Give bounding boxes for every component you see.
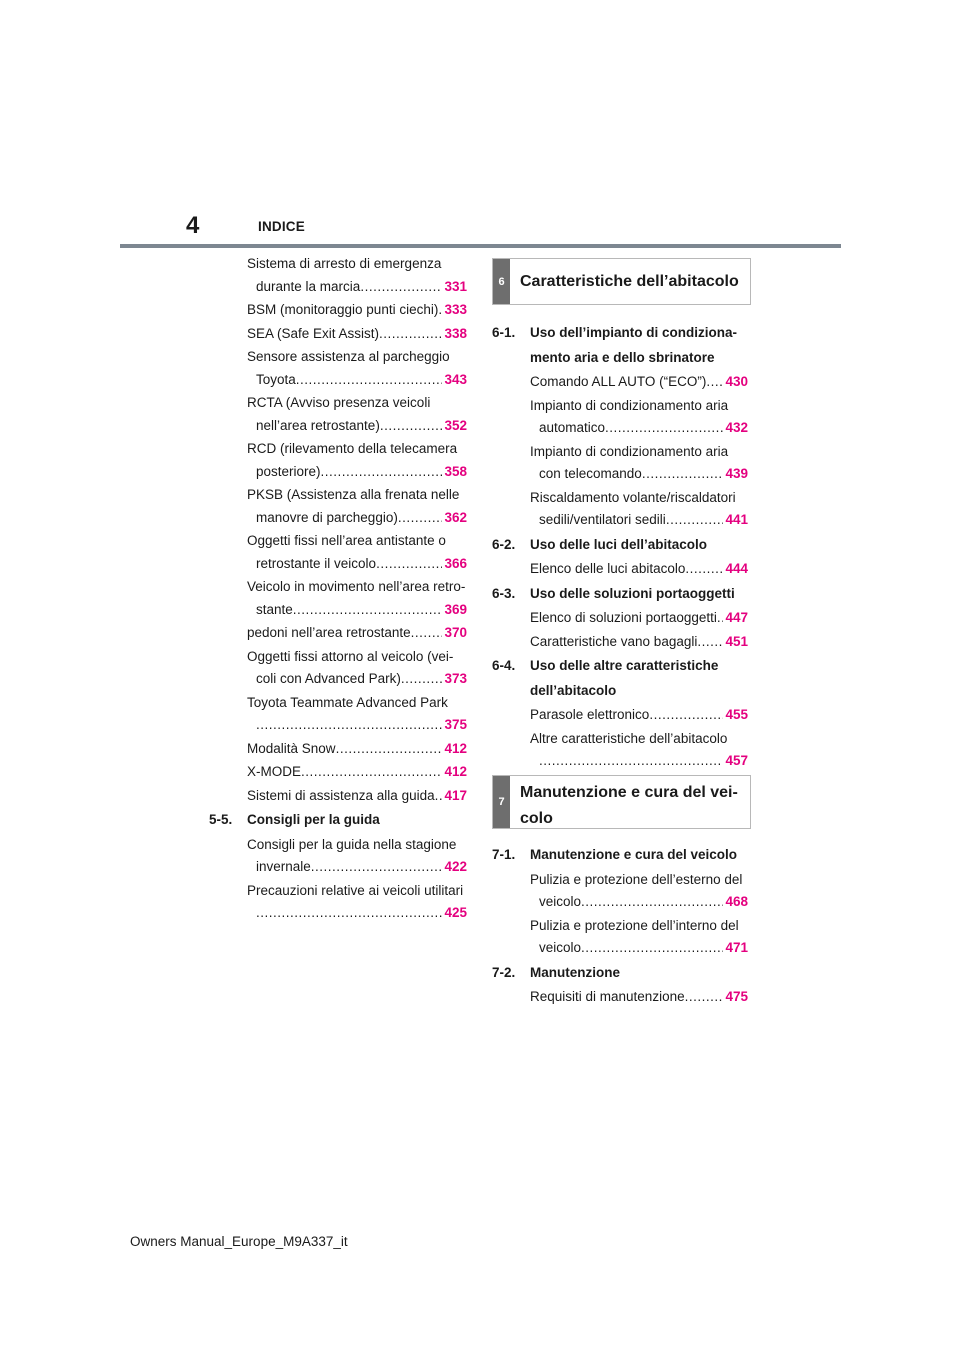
section-number <box>492 347 530 370</box>
toc-entry-line <box>247 668 467 691</box>
header-rule <box>120 244 841 248</box>
toc-entry-text: veicolo <box>539 940 582 955</box>
leader-dots <box>376 553 442 576</box>
toc-page-number: 430 <box>725 374 748 389</box>
toc-page-number: 422 <box>444 859 467 874</box>
leader-dots <box>360 276 442 299</box>
toc-entry[interactable] <box>492 395 748 440</box>
toc-entry-text: Requisiti di manutenzione <box>530 989 685 1004</box>
leader-dots <box>685 558 723 581</box>
chapter-6-tab: 6 <box>493 259 510 304</box>
toc-entry-text: durante la marcia <box>256 278 361 294</box>
toc-entry-text: Veicolo in movimento nell’area retro- <box>247 579 466 594</box>
toc-page-number: 362 <box>444 509 467 525</box>
toc-entry-text: Altre caratteristiche dell’abitacolo <box>530 730 728 746</box>
toc-entry-text: RCD (rilevamento della telecamera <box>247 441 458 456</box>
toc-entry-line <box>247 530 467 553</box>
leader-dots <box>605 417 723 440</box>
toc-entry-line <box>247 553 467 576</box>
section-heading <box>492 322 748 345</box>
chapter-6-column <box>492 320 748 775</box>
toc-entry-text: BSM (monitoraggio punti ciechi) <box>247 302 439 317</box>
toc-entry-text: Impianto di condizionamento aria <box>530 443 729 459</box>
toc-page-number: 471 <box>725 940 748 955</box>
toc-entry-line <box>247 299 467 322</box>
chapter-7-title-line: Manutenzione e cura del vei- <box>520 784 738 801</box>
toc-page-number: 468 <box>725 894 748 909</box>
toc-entry[interactable] <box>492 728 748 773</box>
toc-entry[interactable] <box>209 761 467 784</box>
toc-entry-line <box>247 880 467 903</box>
toc-page-number: 412 <box>444 740 467 756</box>
toc-entry-line <box>247 599 467 622</box>
toc-section <box>492 322 748 532</box>
toc-entry-line <box>247 834 467 857</box>
toc-entry-line <box>247 692 467 715</box>
toc-entry[interactable] <box>209 834 467 879</box>
section-title: Uso delle luci dell’abitacolo <box>530 536 708 552</box>
toc-entry-text: RCTA (Avviso presenza veicoli <box>247 395 431 410</box>
toc-entry-text: Parasole elettronico <box>530 707 650 722</box>
toc-page-number: 331 <box>444 278 467 294</box>
toc-entry-line <box>530 891 748 914</box>
leader-dots <box>539 750 723 773</box>
leader-dots <box>293 599 443 622</box>
toc-entry[interactable] <box>209 323 467 346</box>
toc-page-number: 417 <box>444 787 467 803</box>
toc-page-number: 333 <box>444 302 467 317</box>
toc-entry[interactable] <box>492 607 748 630</box>
toc-entry[interactable] <box>209 880 467 925</box>
section-number: 5-5. <box>209 812 233 827</box>
toc-entry[interactable] <box>209 346 467 391</box>
leader-dots <box>398 507 443 530</box>
toc-entry[interactable] <box>492 487 748 532</box>
leader-dots <box>379 323 442 346</box>
toc-page-number: 425 <box>444 905 467 920</box>
leader-dots <box>380 415 443 438</box>
section-heading <box>492 583 748 606</box>
section-heading <box>492 962 748 985</box>
leader-dots <box>311 856 443 879</box>
toc-entry-line <box>530 631 748 654</box>
toc-entry[interactable] <box>209 738 467 761</box>
toc-entry-text: Oggetti fissi attorno al veicolo (vei- <box>247 648 454 664</box>
section-number: 7-1. <box>492 847 516 862</box>
toc-entry-line <box>530 915 748 938</box>
toc-section <box>492 655 748 773</box>
section-heading <box>209 809 467 832</box>
section-heading <box>492 655 748 678</box>
toc-page-number: 475 <box>725 989 748 1004</box>
toc-entry-line <box>530 704 748 727</box>
toc-page-number: 366 <box>444 555 467 571</box>
toc-entry-text: Elenco delle luci abitacolo <box>530 561 686 576</box>
chapter-7-box <box>492 775 751 829</box>
toc-entry-line <box>247 785 467 808</box>
toc-entry[interactable] <box>492 704 748 727</box>
toc-entry-text: sedili/ventilatori sedili <box>539 512 666 527</box>
section-number: 6-4. <box>492 658 516 673</box>
toc-entry-line <box>247 346 467 369</box>
leader-dots <box>685 986 724 1009</box>
toc-entry-line <box>247 415 467 438</box>
toc-entry-line <box>247 714 467 737</box>
toc-page-number: 451 <box>725 633 748 649</box>
toc-entry[interactable] <box>492 371 748 394</box>
leader-dots <box>401 668 443 691</box>
toc-entry-line <box>530 509 748 532</box>
toc-entry-line <box>530 441 748 464</box>
leader-dots <box>435 785 443 808</box>
toc-entry-line <box>247 438 467 461</box>
toc-entry-line <box>247 369 467 392</box>
toc-section <box>492 844 748 960</box>
toc-entry-line <box>247 576 467 599</box>
toc-page-number: 444 <box>725 561 748 576</box>
toc-entry-text: PKSB (Assistenza alla frenata nelle <box>247 487 460 502</box>
toc-entry-text: Consigli per la guida nella stagione <box>247 836 457 852</box>
section-title: Manutenzione <box>530 964 620 980</box>
toc-entry-text: Elenco di soluzioni portaoggetti <box>530 610 717 625</box>
toc-page-number: 373 <box>444 671 467 686</box>
toc-entry[interactable] <box>209 253 467 298</box>
section-number: 6-3. <box>492 585 516 601</box>
toc-page-number: 441 <box>725 512 748 527</box>
toc-entry[interactable] <box>209 392 467 437</box>
toc-page-number: 447 <box>725 610 748 625</box>
section-title: Uso delle altre caratteristiche <box>530 658 719 673</box>
toc-entry-text: SEA (Safe Exit Assist) <box>247 325 380 341</box>
toc-entry-text: Pulizia e protezione dell’interno del <box>530 917 739 933</box>
toc-entry-line <box>247 253 467 276</box>
leader-dots <box>336 738 443 761</box>
toc-entry[interactable] <box>492 558 748 581</box>
toc-entry[interactable] <box>209 692 467 737</box>
toc-entry-line <box>530 463 748 486</box>
section-number: 6-2. <box>492 536 516 552</box>
toc-entry[interactable] <box>492 986 748 1009</box>
section-number <box>492 680 530 703</box>
toc-entry-line <box>530 558 748 581</box>
toc-entry-line <box>530 986 748 1009</box>
toc-page-number: 375 <box>444 717 467 732</box>
toc-entry-text: posteriore) <box>256 463 321 479</box>
section-title: Consigli per la guida <box>247 812 380 827</box>
toc-entry[interactable] <box>492 441 748 486</box>
toc-entry-text: Toyota <box>256 371 296 387</box>
toc-entry-line <box>247 276 467 299</box>
chapter-7-title <box>510 776 746 828</box>
toc-entry[interactable] <box>492 915 748 960</box>
toc-entry[interactable] <box>209 438 467 483</box>
toc-section <box>492 962 748 1009</box>
toc-entry[interactable] <box>209 530 467 575</box>
toc-entry[interactable] <box>209 576 467 621</box>
leader-dots <box>411 622 443 645</box>
section-heading <box>492 844 748 867</box>
section-heading <box>492 680 748 703</box>
toc-entry-line <box>247 738 467 761</box>
leader-dots <box>697 631 723 654</box>
toc-entry-line <box>247 507 467 530</box>
toc-page-number: 343 <box>444 371 467 387</box>
section-number: 6-1. <box>492 325 516 340</box>
chapter-7-tab: 7 <box>493 776 510 828</box>
section-number: 7-2. <box>492 964 516 980</box>
page-number: 4 <box>186 212 200 239</box>
toc-entry-text: Riscaldamento volante/riscaldatori <box>530 489 736 505</box>
toc-page-number: 455 <box>725 707 748 722</box>
toc-entry-line <box>530 869 748 892</box>
section-title: Uso dell’impianto di condiziona- <box>530 325 738 340</box>
leader-dots <box>301 761 442 784</box>
toc-entry[interactable] <box>492 631 748 654</box>
toc-entry-line <box>247 902 467 925</box>
toc-page-number: 370 <box>444 625 467 640</box>
toc-entry[interactable] <box>209 622 467 645</box>
section-heading <box>492 534 748 557</box>
section-heading <box>492 347 748 370</box>
toc-entry-line <box>247 392 467 415</box>
toc-page-number: 432 <box>725 420 748 435</box>
toc-section <box>492 583 748 654</box>
toc-page-number: 369 <box>444 601 467 617</box>
leader-dots <box>581 937 723 960</box>
toc-entry-text: Sensore assistenza al parcheggio <box>247 349 450 364</box>
toc-entry-text: retrostante il veicolo <box>256 555 377 571</box>
toc-entry-text: Oggetti fissi nell’area antistante o <box>247 533 446 548</box>
toc-entry-line <box>530 728 748 751</box>
toc-entry-text: Impianto di condizionamento aria <box>530 397 729 413</box>
toc-entry-text: pedoni nell’area retrostante <box>247 625 411 640</box>
toc-entry-line <box>247 484 467 507</box>
section-title: mento aria e dello sbrinatore <box>530 349 715 365</box>
toc-page-number: 439 <box>725 466 748 481</box>
toc-entry-line <box>530 371 748 394</box>
toc-entry-text: stante <box>256 601 293 617</box>
leader-dots <box>666 509 724 532</box>
toc-entry-line <box>530 395 748 418</box>
toc-entry-text: coli con Advanced Park) <box>256 671 401 686</box>
toc-entry-text: Modalità Snow <box>247 740 336 756</box>
toc-entry-line <box>247 761 467 784</box>
toc-entry-line <box>530 487 748 510</box>
leader-dots <box>706 371 723 394</box>
chapter-6-box <box>492 258 751 305</box>
toc-entry-line <box>530 417 748 440</box>
leader-dots <box>256 902 442 925</box>
leader-dots <box>321 461 443 484</box>
toc-page-number: 457 <box>725 753 748 768</box>
leader-dots <box>642 463 724 486</box>
header-title: INDICE <box>258 219 305 234</box>
toc-entry-line <box>530 750 748 773</box>
toc-entry-text: Toyota Teammate Advanced Park <box>247 694 448 710</box>
chapter-7-title-line: colo <box>520 810 553 827</box>
leader-dots <box>581 891 723 914</box>
toc-entry-line <box>247 622 467 645</box>
leader-dots <box>717 607 724 630</box>
section-title: Uso delle soluzioni portaoggetti <box>530 585 735 601</box>
toc-entry[interactable] <box>209 785 467 808</box>
toc-page-number: 352 <box>444 417 467 433</box>
toc-entry-line <box>247 461 467 484</box>
toc-entry-line <box>530 937 748 960</box>
left-column <box>209 253 467 926</box>
toc-entry-text: Caratteristiche vano bagagli <box>530 633 698 649</box>
chapter-7-column <box>492 842 748 1011</box>
toc-entry[interactable] <box>209 484 467 529</box>
toc-entry-line <box>247 323 467 346</box>
toc-page-number: 358 <box>444 463 467 479</box>
toc-page-number: 338 <box>444 325 467 341</box>
leader-dots <box>649 704 723 727</box>
toc-page-number: 412 <box>444 764 467 779</box>
toc-entry-line <box>247 646 467 669</box>
toc-entry-text: Pulizia e protezione dell’esterno del <box>530 871 743 887</box>
toc-entry-text: invernale <box>256 859 311 874</box>
section-title: Manutenzione e cura del veicolo <box>530 847 738 862</box>
section-title: dell’abitacolo <box>530 682 617 698</box>
toc-entry-line <box>247 856 467 879</box>
footer-text: Owners Manual_Europe_M9A337_it <box>130 1234 348 1249</box>
toc-entry-text: Sistemi di assistenza alla guida <box>247 787 435 803</box>
toc-entry-text: manovre di parcheggio) <box>256 509 398 525</box>
toc-entry-text: nell’area retrostante) <box>256 417 380 433</box>
toc-entry-text: X-MODE <box>247 764 301 779</box>
toc-entry-text: automatico <box>539 420 606 435</box>
leader-dots <box>256 714 442 737</box>
toc-entry[interactable] <box>209 299 467 322</box>
toc-entry-text: Precauzioni relative ai veicoli utilitari <box>247 882 464 898</box>
toc-entry-text: veicolo <box>539 894 582 909</box>
toc-entry-text: Sistema di arresto di emergenza <box>247 256 442 271</box>
toc-entry[interactable] <box>492 869 748 914</box>
toc-entry-text: Comando ALL AUTO (“ECO”) <box>530 374 707 389</box>
toc-entry-text: con telecomando <box>539 466 642 481</box>
chapter-6-title: Caratteristiche dell’abitacolo <box>520 272 739 290</box>
toc-section <box>492 534 748 581</box>
toc-entry-line <box>530 607 748 630</box>
toc-entry[interactable] <box>209 646 467 691</box>
leader-dots <box>296 369 443 392</box>
